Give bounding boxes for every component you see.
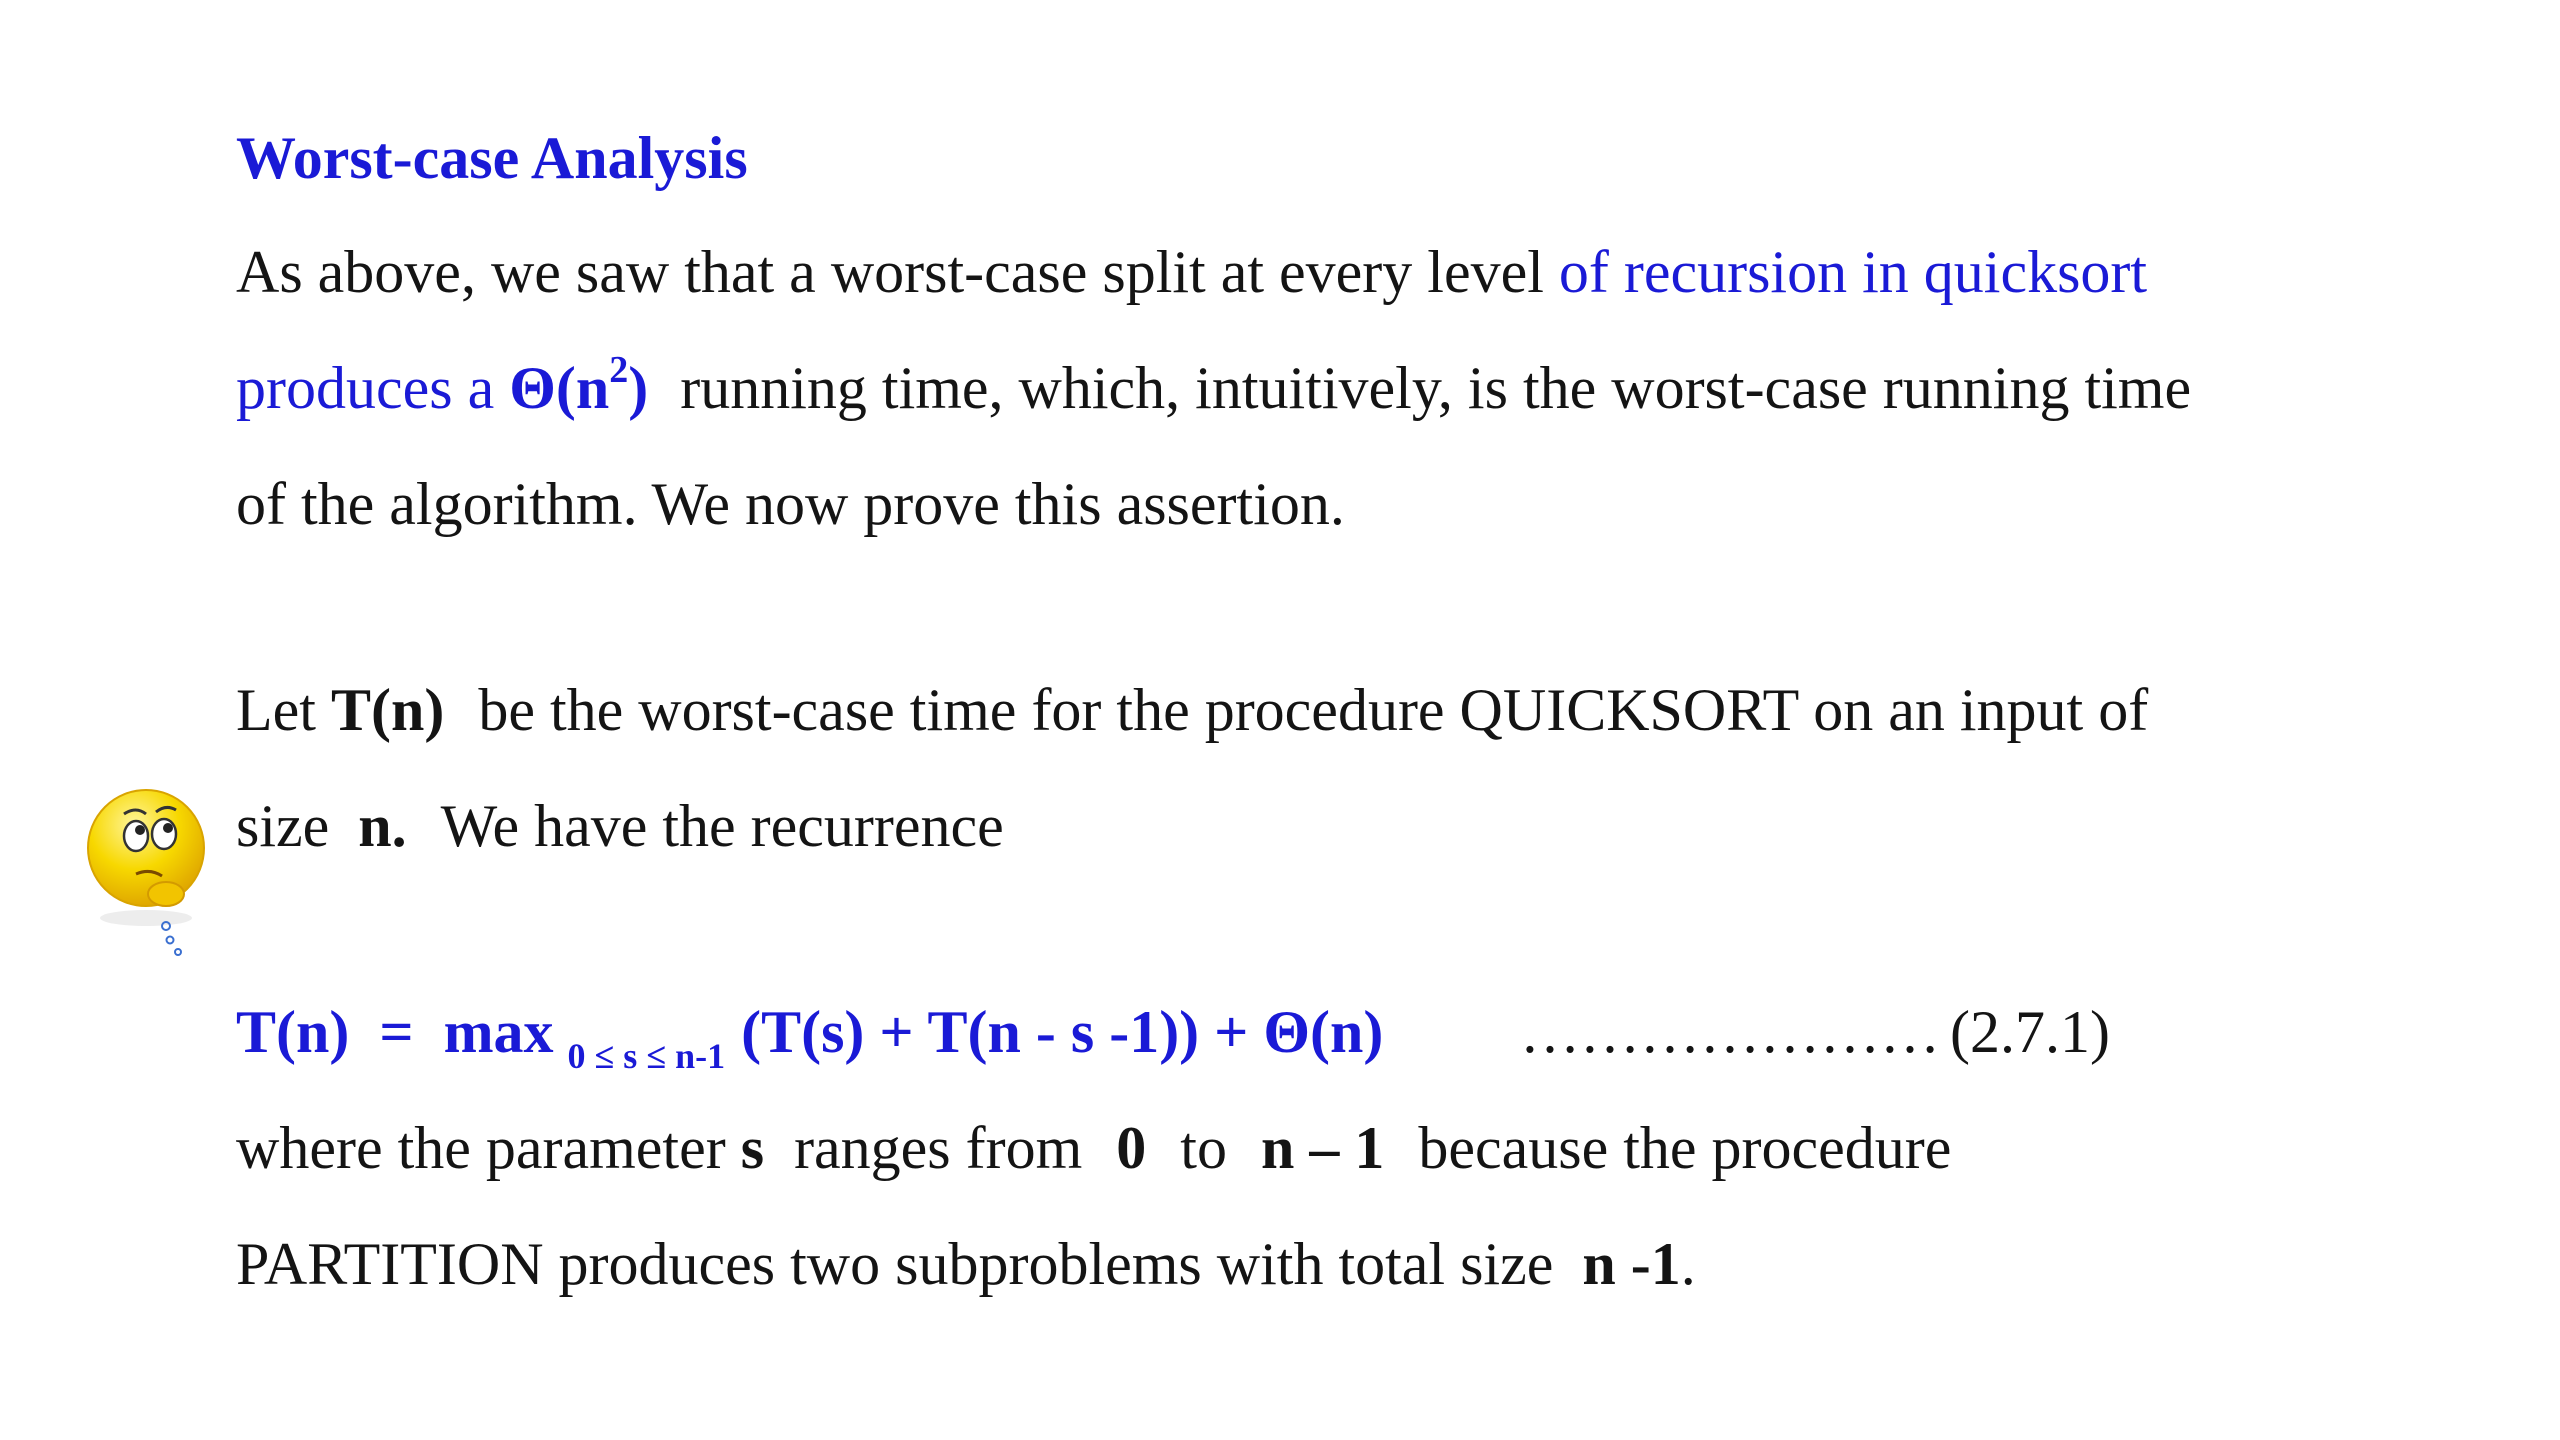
eq-dots: ………………… [1520, 999, 1940, 1065]
n-minus-one-bold: n – 1 [1260, 1115, 1385, 1181]
n-bold: n. [358, 793, 407, 859]
paragraph-2-line-1 [236, 677, 2149, 743]
size-text: size [236, 793, 345, 859]
recurrence-text: We have the recurrence [440, 793, 1004, 859]
equation-number [1520, 999, 2110, 1065]
period: . [1680, 1231, 1696, 1297]
paragraph-3-line-2 [236, 1231, 1696, 1297]
eq-number: (2.7.1) [1950, 999, 2110, 1065]
eq-body: (T(s) + T(n - s -1)) + Θ(n) [741, 999, 1384, 1065]
p2-text: be the worst-case time for the procedure QUICKSORT on an input of [478, 677, 2149, 743]
zero-bold: 0 [1116, 1115, 1147, 1181]
theta-n: Θ(n [509, 355, 610, 421]
eq-lhs: T(n) [236, 999, 350, 1065]
theta-n-squared [509, 349, 649, 421]
exponent: 2 [609, 349, 629, 391]
recurrence-equation [236, 999, 1384, 1076]
paragraph-3-line-1 [236, 1115, 1952, 1181]
t-of-n: T(n) [330, 677, 445, 743]
p1-running-time: running time, which, intuitively, is the worst-case running time [680, 355, 2192, 421]
ranges-text: ranges from [794, 1115, 1083, 1181]
eq-range: 0 ≤ s ≤ n-1 [567, 1036, 726, 1076]
slide-title: Worst-case Analysis [236, 125, 748, 191]
eq-max: max [443, 999, 554, 1065]
n-minus-1-bold: n -1 [1582, 1231, 1681, 1297]
thinking-face-emoji-icon [80, 780, 240, 970]
p1-text-black: As above, we saw that a worst-case split at every level [236, 239, 1559, 305]
close-paren: ) [628, 355, 649, 421]
where-text: where the parameter [236, 1115, 741, 1181]
paragraph-1-line-2 [236, 349, 2192, 421]
s-bold: s [740, 1115, 765, 1181]
p1-text-blue: of recursion in quicksort [1558, 239, 2148, 305]
partition-text: PARTITION produces two subproblems with total size [236, 1231, 1569, 1297]
let-text: Let [236, 677, 331, 743]
paragraph-1-line-1 [236, 239, 2148, 305]
paragraph-2-line-2 [236, 793, 1004, 859]
paragraph-1-line-3: of the algorithm. We now prove this assertion. [236, 471, 1345, 537]
to-text: to [1180, 1115, 1227, 1181]
because-text: because the procedure [1418, 1115, 1952, 1181]
eq-sign: = [379, 999, 414, 1065]
p1-produces: produces a [236, 355, 510, 421]
